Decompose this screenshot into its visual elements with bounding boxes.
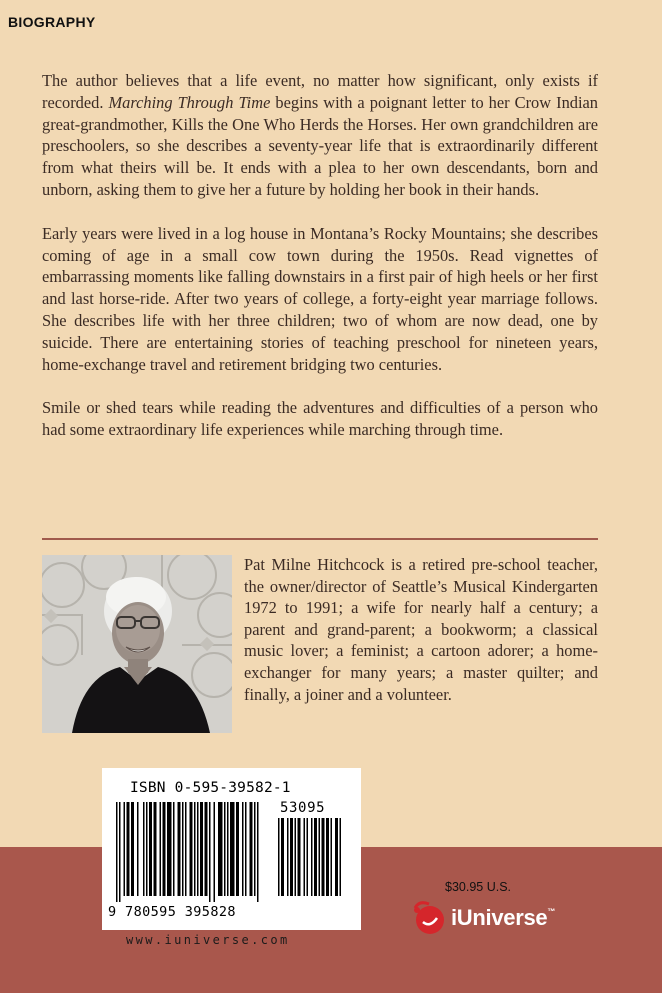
barcode-bar bbox=[307, 818, 309, 896]
isbn-number: ISBN 0-595-39582-1 bbox=[130, 780, 291, 796]
iuniverse-swirl-icon bbox=[409, 898, 449, 938]
barcode-bar bbox=[242, 802, 244, 896]
barcode-bar bbox=[214, 802, 216, 902]
author-photo bbox=[42, 555, 232, 733]
blurb-paragraph-3: Smile or shed tears while reading the adventures and difficulties of a person who had some extraordinary life experiences while marching through time. bbox=[42, 398, 598, 440]
trademark-symbol: ™ bbox=[547, 907, 556, 916]
barcode-bar bbox=[185, 802, 187, 896]
barcode-bar bbox=[326, 818, 329, 896]
category-label: BIOGRAPHY bbox=[8, 14, 96, 30]
barcode-bar bbox=[163, 802, 166, 896]
barcode-bar bbox=[116, 802, 118, 902]
section-divider bbox=[42, 538, 598, 540]
publisher-logo bbox=[409, 898, 555, 938]
barcode-bar bbox=[245, 802, 247, 896]
barcode-bar bbox=[314, 818, 317, 896]
barcode-bar bbox=[236, 802, 239, 896]
barcode-bar bbox=[194, 802, 196, 896]
barcode-bar bbox=[137, 802, 139, 896]
barcode-bar bbox=[281, 818, 284, 896]
barcode-price-code: 53095 bbox=[280, 800, 326, 816]
barcode-bar bbox=[340, 818, 342, 896]
barcode-bar bbox=[205, 802, 208, 896]
barcode-bar bbox=[218, 802, 223, 896]
barcode-bar bbox=[304, 818, 306, 896]
blurb-paragraph-1 bbox=[42, 70, 598, 201]
barcode-bar bbox=[127, 802, 130, 896]
barcode-bar bbox=[335, 818, 338, 896]
barcode-addon-bars bbox=[278, 818, 348, 902]
barcode-bars bbox=[116, 802, 266, 902]
barcode-digits: 9 780595 395828 bbox=[108, 904, 236, 920]
barcode-bar bbox=[124, 802, 126, 896]
price-label: $30.95 U.S. bbox=[445, 880, 512, 894]
barcode-bar bbox=[224, 802, 226, 896]
back-cover-blurb bbox=[42, 70, 598, 441]
barcode-bar bbox=[146, 802, 148, 896]
blurb-paragraph-2: Early years were lived in a log house in Montana’s Rocky Mountains; she describes coming of age in a small cow town during the 1950s. Read vignettes of embarrassing moments like falling downstairs in a first pair of high heels or her first and last horse-ride. After two years of college, a forty-eight year marriage follows. She describes life with her three children; two of whom are now dead, one by suicide. There are entertaining stories of teaching preschool for nineteen years, home-exchange travel and retirement bridging two centuries. bbox=[42, 223, 598, 374]
blurb-text: begins with a poignant letter to her Crow Indian great-grandmother, Kills the One Who Herds the Horses. Her own grandchildren are preschoolers, so she describes a seventy-year life that is extraordinarily different from what theirs will be. It ends with a plea to her own descendants, born and unborn, asking them to give her a future by holding her book in their hands. bbox=[42, 92, 599, 199]
barcode-bar bbox=[209, 802, 211, 902]
barcode-bar bbox=[311, 818, 313, 896]
barcode-bar bbox=[154, 802, 157, 896]
barcode-bar bbox=[182, 802, 184, 896]
blurb-text: The author believes that a life event, no matter how significant, only exists if recorded. bbox=[42, 71, 598, 112]
publisher-name bbox=[451, 905, 555, 931]
barcode-bar bbox=[173, 802, 175, 896]
barcode-bar bbox=[149, 802, 152, 896]
barcode-bar bbox=[278, 818, 280, 896]
barcode-bar bbox=[200, 802, 203, 896]
barcode-bar bbox=[295, 818, 297, 896]
barcode-bar bbox=[230, 802, 235, 896]
barcode-bar bbox=[197, 802, 199, 896]
barcode-bar bbox=[287, 818, 289, 896]
barcode-bar bbox=[250, 802, 253, 896]
barcode-bar bbox=[331, 818, 333, 896]
barcode-bar bbox=[298, 818, 301, 896]
barcode-bar bbox=[227, 802, 229, 896]
barcode-bar bbox=[322, 818, 325, 896]
author-bio: Pat Milne Hitchcock is a retired pre-school teacher, the owner/director of Seattle’s Musical Kindergarten 1972 to 1991; a wife for nearly half a century; a parent and grand-parent; a bookworm; a classical music lover; a feminist; a cartoon adorer; a home-exchanger for many years; a master quilter; and finally, a joiner and a volunteer. bbox=[244, 555, 598, 704]
barcode-bar bbox=[254, 802, 256, 896]
barcode-bar bbox=[131, 802, 134, 896]
barcode-bar bbox=[143, 802, 145, 896]
author-portrait-graphic bbox=[42, 555, 232, 733]
barcode-bar bbox=[160, 802, 162, 896]
publisher-website: www.iuniverse.com bbox=[126, 933, 290, 947]
book-title: Marching Through Time bbox=[108, 92, 271, 112]
barcode-bar bbox=[257, 802, 259, 902]
barcode-bar bbox=[178, 802, 181, 896]
publisher-name-text: iUniverse bbox=[451, 905, 548, 930]
barcode-bar bbox=[190, 802, 193, 896]
barcode-bar bbox=[119, 802, 121, 902]
barcode-bar bbox=[290, 818, 293, 896]
isbn-barcode bbox=[102, 768, 361, 930]
barcode-bar bbox=[167, 802, 172, 896]
barcode-bar bbox=[319, 818, 321, 896]
